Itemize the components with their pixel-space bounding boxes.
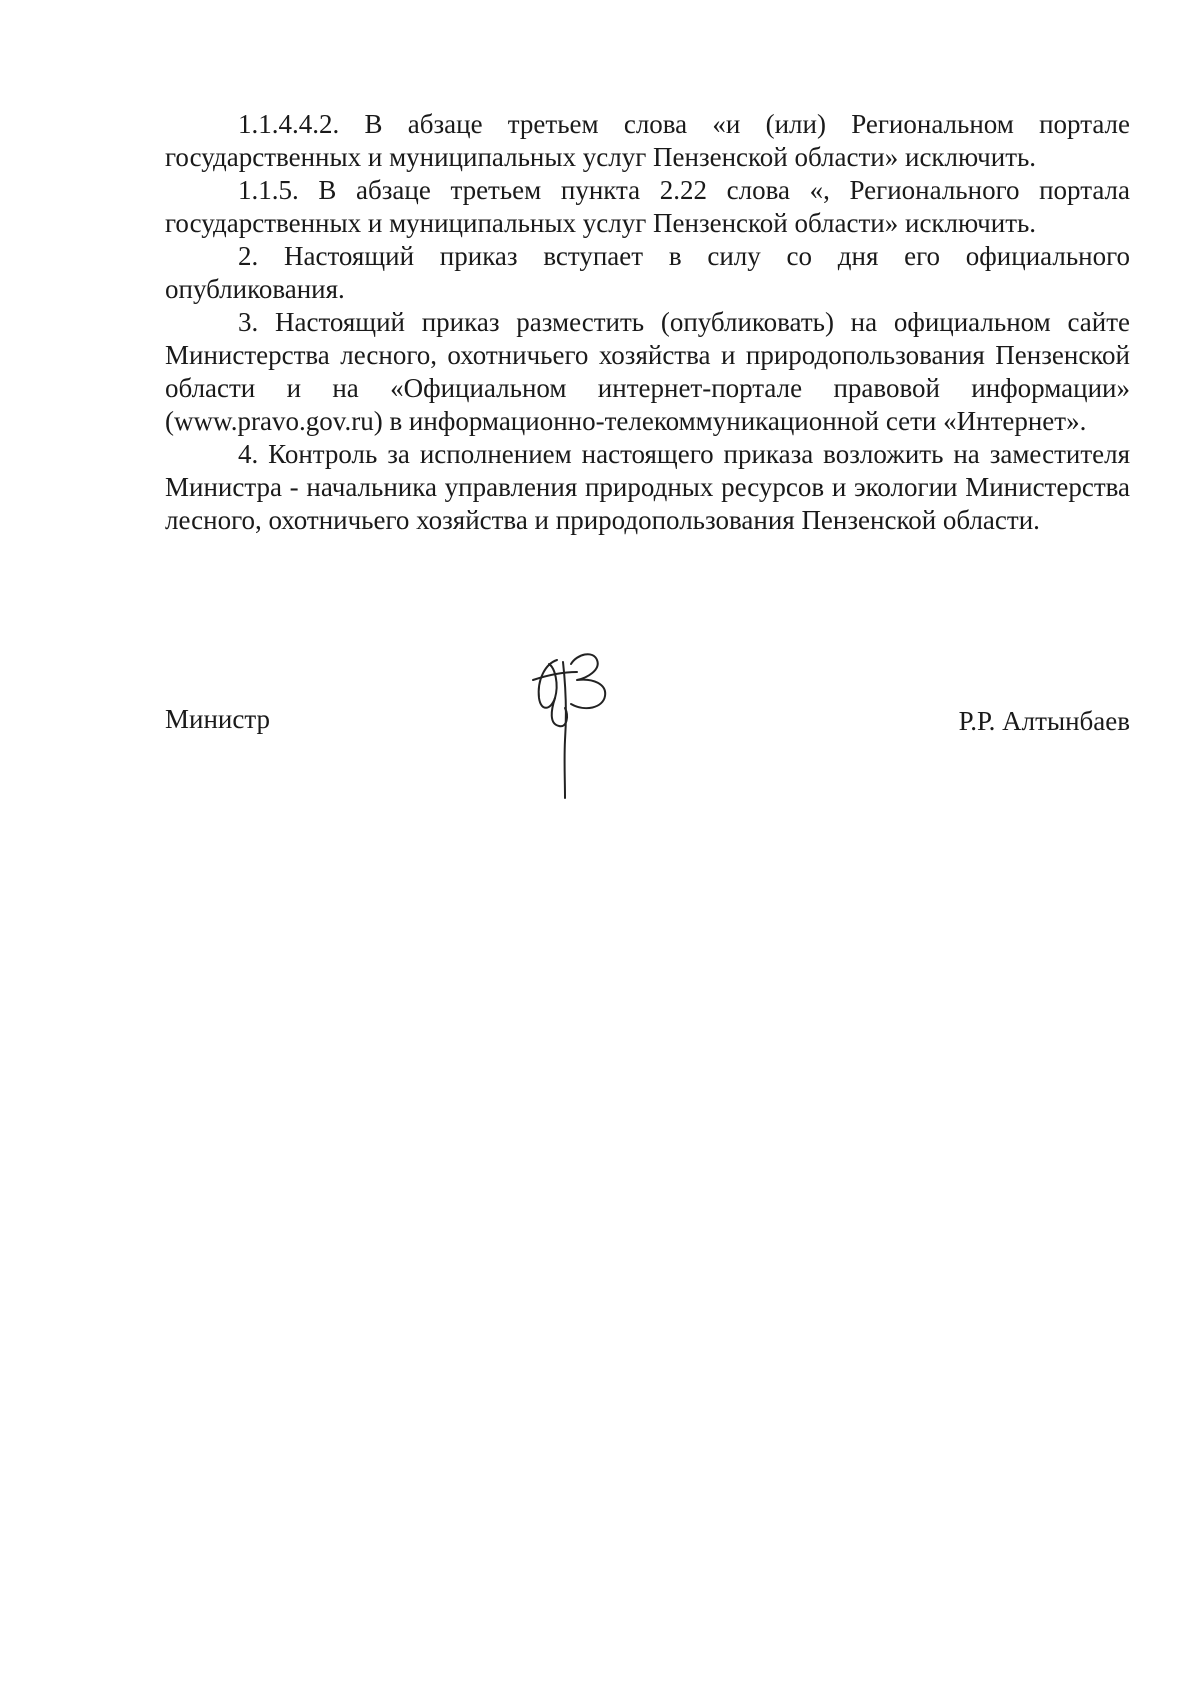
paragraph-1-1-5: 1.1.5. В абзаце третьем пункта 2.22 слова «, Регионального портала государственных и муниципальных услуг Пензенской области» исключить. xyxy=(165,175,1130,238)
handwritten-signature xyxy=(515,650,665,800)
paragraph-3: 3. Настоящий приказ разместить (опубликовать) на официальном сайте Министерства лесного, охотничьего хозяйства и природопользования Пензенской области и на «Официальном интернет-портале правовой информации» (www.pravo.gov.ru) в информационно-телекоммуникационной сети «Интернет». xyxy=(165,307,1130,436)
signer-name: Р.Р. Алтынбаев xyxy=(958,706,1130,736)
paragraph-4: 4. Контроль за исполнением настоящего приказа возложить на заместителя Министра - начальника управления природных ресурсов и экологии Министерства лесного, охотничьего хозяйства и природопользования Пензенской области. xyxy=(165,439,1130,535)
document-body xyxy=(165,108,1130,537)
paragraph-2: 2. Настоящий приказ вступает в силу со дня его официального опубликования. xyxy=(165,241,1130,304)
signature-block xyxy=(165,650,1130,800)
signer-position: Министр xyxy=(165,704,270,734)
paragraph-1-1-4-4-2: 1.1.4.4.2. В абзаце третьем слова «и (или) Региональном портале государственных и муниципальных услуг Пензенской области» исключить. xyxy=(165,109,1130,172)
